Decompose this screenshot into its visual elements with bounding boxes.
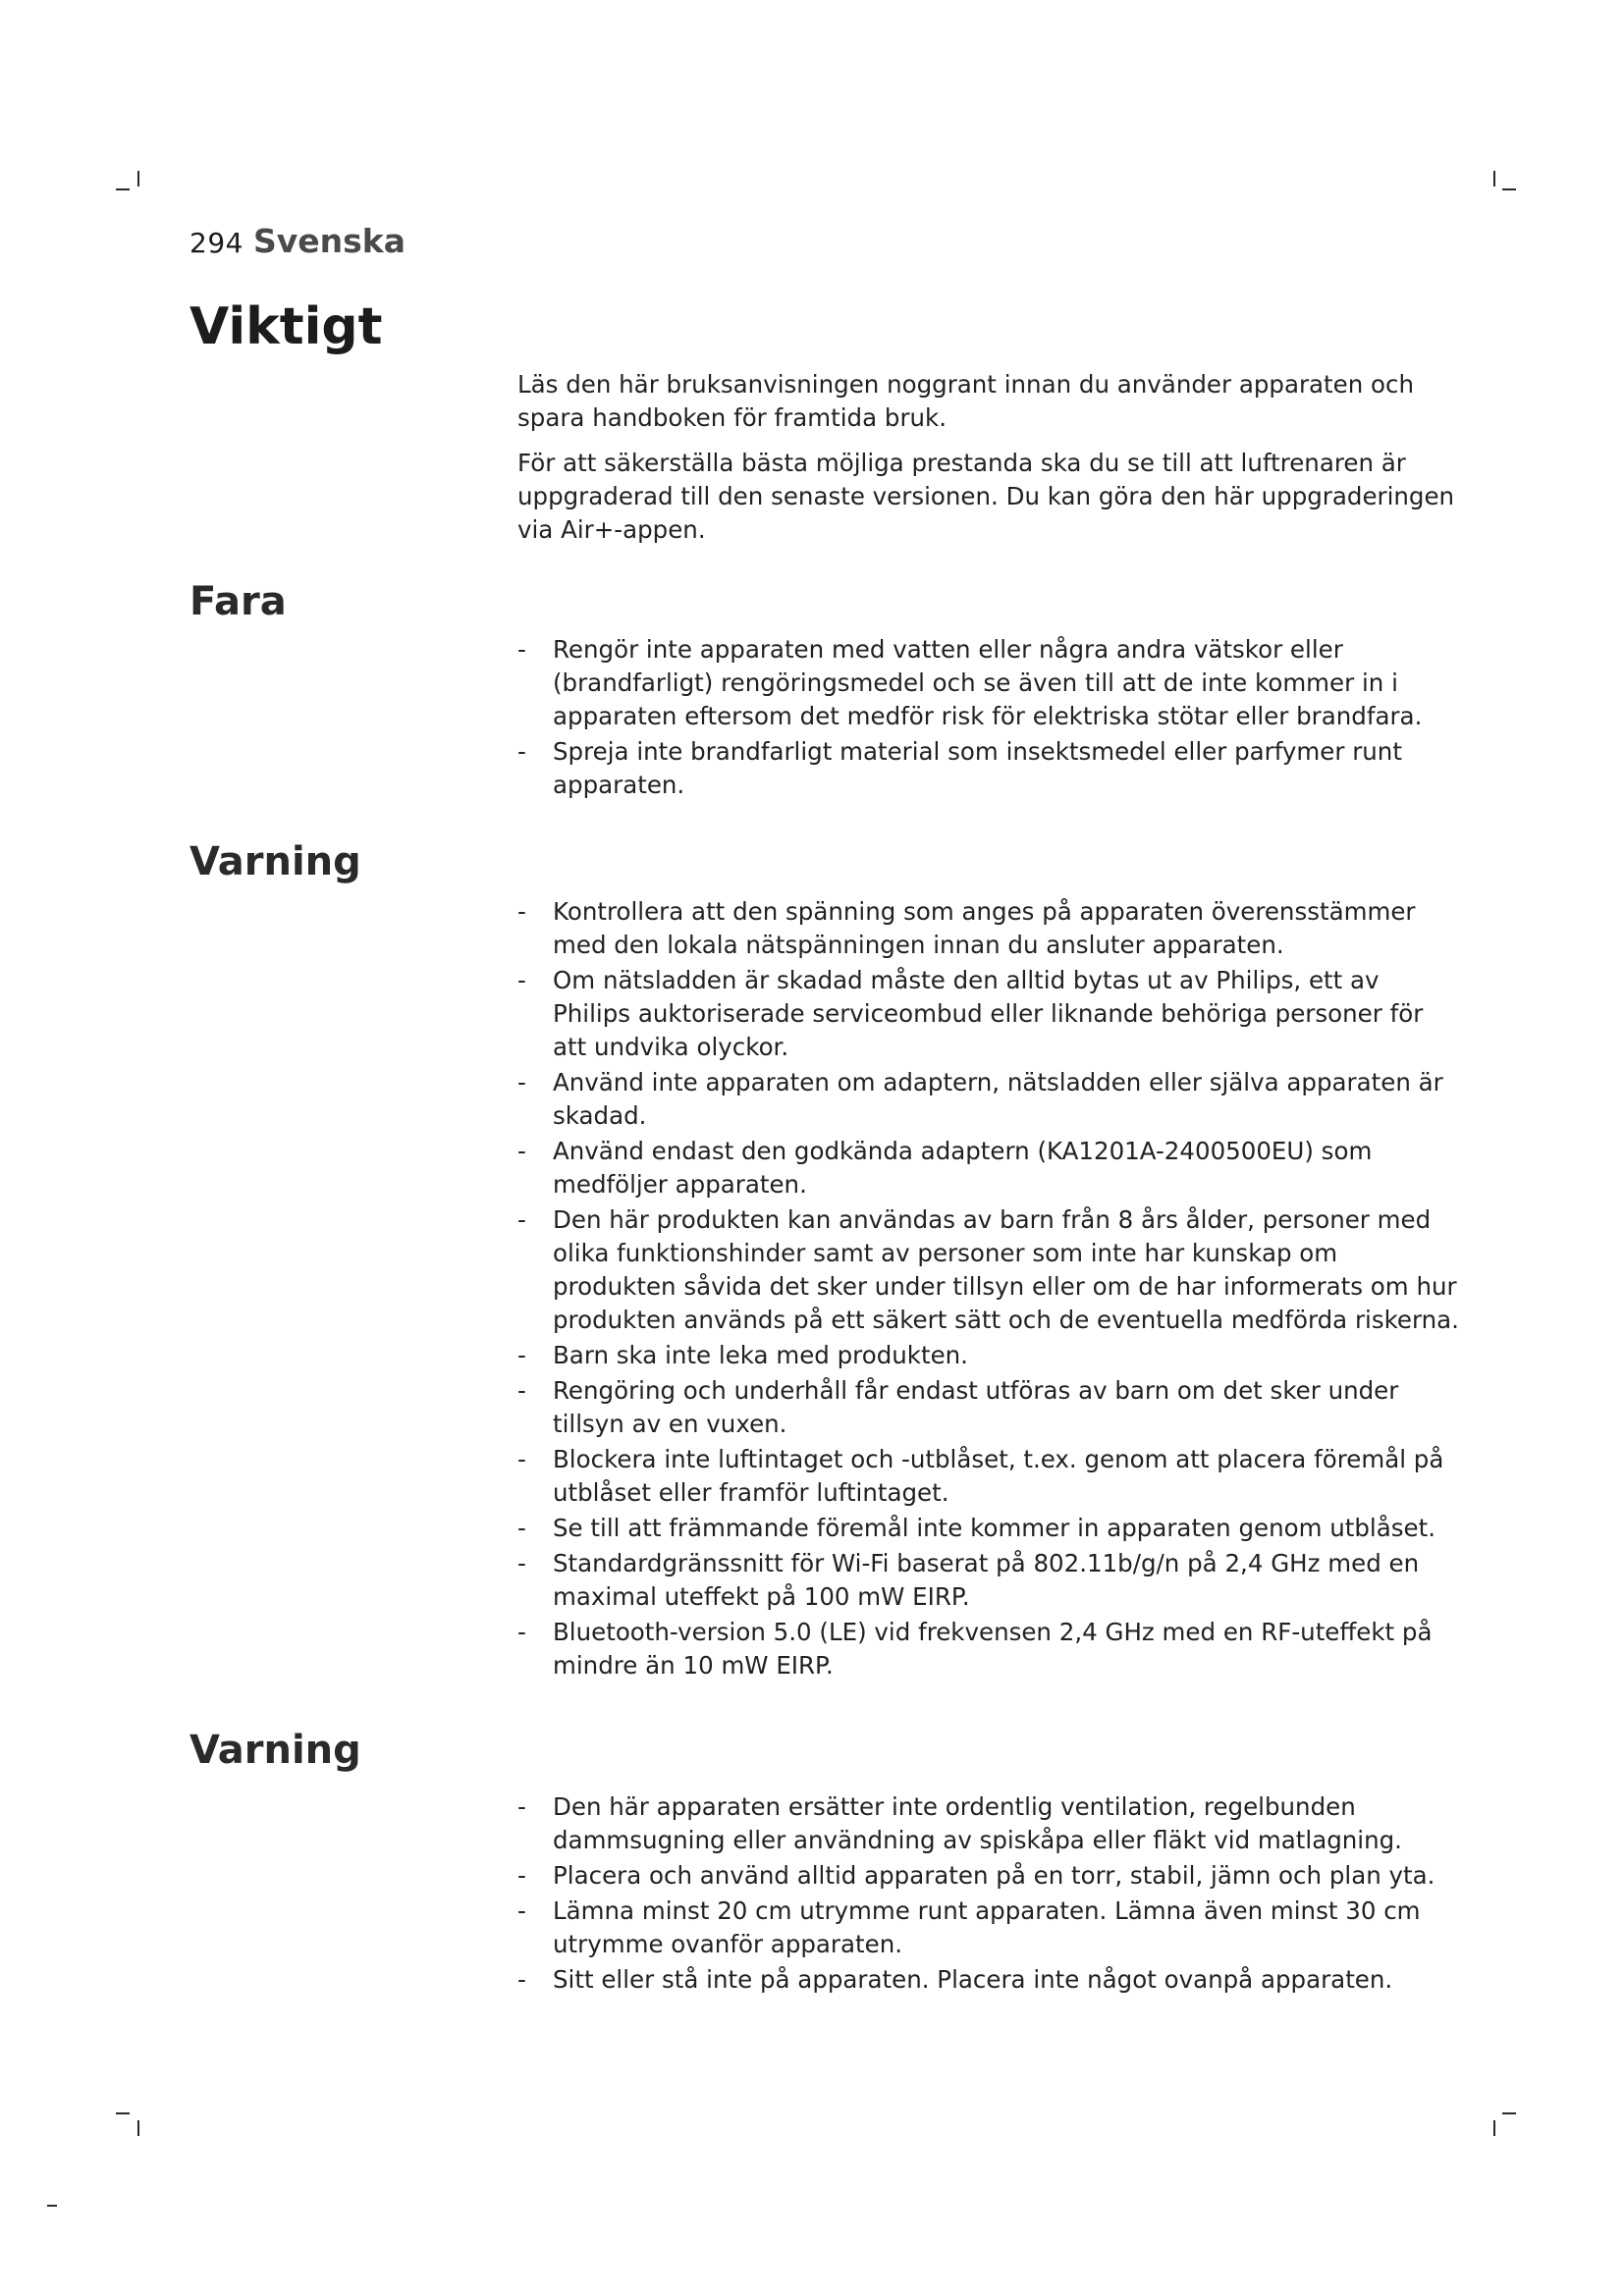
crop-mark (1493, 171, 1495, 187)
list-item (517, 1616, 1460, 1682)
section-body-varning-2 (517, 1790, 1460, 1999)
list-item (517, 1203, 1460, 1337)
list-item-text: Barn ska inte leka med produkten. (553, 1341, 968, 1369)
bullet-dash: - (517, 1514, 526, 1542)
section-title-viktigt: Viktigt (189, 297, 383, 356)
list-item (517, 1135, 1460, 1201)
bullet-list (517, 1790, 1460, 1997)
list-item-text: Bluetooth-version 5.0 (LE) vid frekvensen 2,4 GHz med en RF-uteffekt på mindre än 10 mW EIRP. (553, 1618, 1433, 1680)
bullet-dash: - (517, 897, 526, 926)
list-item-text: Sitt eller stå inte på apparaten. Placera inte något ovanpå apparaten. (553, 1965, 1393, 1994)
section-title-varning-2: Varning (189, 1728, 361, 1773)
list-item (517, 1443, 1460, 1510)
crop-mark (137, 2120, 139, 2136)
list-item (517, 735, 1460, 802)
bullet-dash: - (517, 1965, 526, 1994)
bullet-dash: - (517, 1792, 526, 1821)
list-item-text: Rengöring och underhåll får endast utföras av barn om det sker under tillsyn av en vuxen. (553, 1376, 1399, 1438)
list-item-text: Om nätsladden är skadad måste den alltid bytas ut av Philips, ett av Philips auktoriserade serviceombud eller liknande behöriga personer för att undvika olyckor. (553, 966, 1424, 1061)
section-body-viktigt (517, 368, 1460, 559)
paragraph: För att säkerställa bästa möjliga prestanda ska du se till att luftrenaren är uppgraderad till den senaste versionen. Du kan göra den här uppgraderingen via Air+-appen. (517, 449, 1455, 544)
list-item (517, 1512, 1460, 1545)
list-item (517, 1859, 1460, 1893)
paragraph: Läs den här bruksanvisningen noggrant innan du använder apparaten och spara handboken för framtida bruk. (517, 370, 1415, 432)
list-item (517, 1790, 1460, 1857)
list-item (517, 1963, 1460, 1997)
list-item (517, 1374, 1460, 1441)
bullet-dash: - (517, 737, 526, 766)
crop-mark (116, 188, 130, 190)
list-item-text: Lämna minst 20 cm utrymme runt apparaten. Lämna även minst 30 cm utrymme ovanför apparaten. (553, 1896, 1421, 1958)
list-item (517, 1547, 1460, 1614)
list-item-text: Använd inte apparaten om adaptern, nätsladden eller själva apparaten är skadad. (553, 1068, 1443, 1130)
bullet-dash: - (517, 1341, 526, 1369)
list-item-text: Den här produkten kan användas av barn från 8 års ålder, personer med olika funktionshinder samt av personer som inte har kunskap om produkten såvida det sker under tillsyn eller om de har informerats om hur produkten används på ett säkert sätt och de eventuella medförda riskerna. (553, 1205, 1459, 1334)
section-title-fara: Fara (189, 579, 287, 624)
list-item-text: Spreja inte brandfarligt material som insektsmedel eller parfymer runt apparaten. (553, 737, 1402, 799)
bullet-dash: - (517, 1896, 526, 1925)
list-item-text: Den här apparaten ersätter inte ordentlig ventilation, regelbunden dammsugning eller användning av spiskåpa eller fläkt vid matlagning. (553, 1792, 1402, 1854)
bullet-dash: - (517, 1376, 526, 1405)
list-item-text: Standardgränssnitt för Wi-Fi baserat på 802.11b/g/n på 2,4 GHz med en maximal uteffekt på 100 mW EIRP. (553, 1549, 1420, 1611)
section-body-varning (517, 895, 1460, 1684)
list-item-text: Blockera inte luftintaget och -utblåset, t.ex. genom att placera föremål på utblåset eller framför luftintaget. (553, 1445, 1444, 1507)
list-item-text: Placera och använd alltid apparaten på en torr, stabil, jämn och plan yta. (553, 1861, 1435, 1890)
bullet-dash: - (517, 966, 526, 994)
page-header (189, 222, 406, 260)
list-item-text: Kontrollera att den spänning som anges på apparaten överensstämmer med den lokala nätspänningen innan du ansluter apparaten. (553, 897, 1416, 959)
list-item-text: Använd endast den godkända adaptern (KA1201A-2400500EU) som medföljer apparaten. (553, 1137, 1373, 1199)
list-item (517, 1895, 1460, 1961)
section-title-varning: Varning (189, 839, 361, 884)
bullet-dash: - (517, 1861, 526, 1890)
bullet-dash: - (517, 1068, 526, 1096)
page-number: 294 (189, 227, 244, 259)
list-item (517, 964, 1460, 1064)
language-label: Svenska (252, 222, 406, 260)
section-body-fara (517, 633, 1460, 804)
crop-mark (1502, 188, 1516, 190)
bullet-dash: - (517, 1137, 526, 1165)
list-item-text: Rengör inte apparaten med vatten eller några andra vätskor eller (brandfarligt) rengöringsmedel och se även till att de inte kommer in i apparaten eftersom det medför risk för elektriska stötar eller brandfara. (553, 635, 1423, 730)
bullet-dash: - (517, 1618, 526, 1646)
bullet-dash: - (517, 1549, 526, 1577)
bullet-list (517, 633, 1460, 802)
list-item (517, 1066, 1460, 1133)
crop-mark (137, 171, 139, 187)
list-item (517, 1339, 1460, 1372)
bullet-dash: - (517, 635, 526, 664)
list-item-text: Se till att främmande föremål inte kommer in apparaten genom utblåset. (553, 1514, 1435, 1542)
bullet-list (517, 895, 1460, 1682)
crop-mark (1502, 2112, 1516, 2114)
crop-mark (1493, 2120, 1495, 2136)
bullet-dash: - (517, 1445, 526, 1473)
crop-mark (116, 2112, 130, 2114)
bullet-dash: - (517, 1205, 526, 1234)
list-item (517, 633, 1460, 733)
list-item (517, 895, 1460, 962)
crop-mark (47, 2205, 57, 2207)
